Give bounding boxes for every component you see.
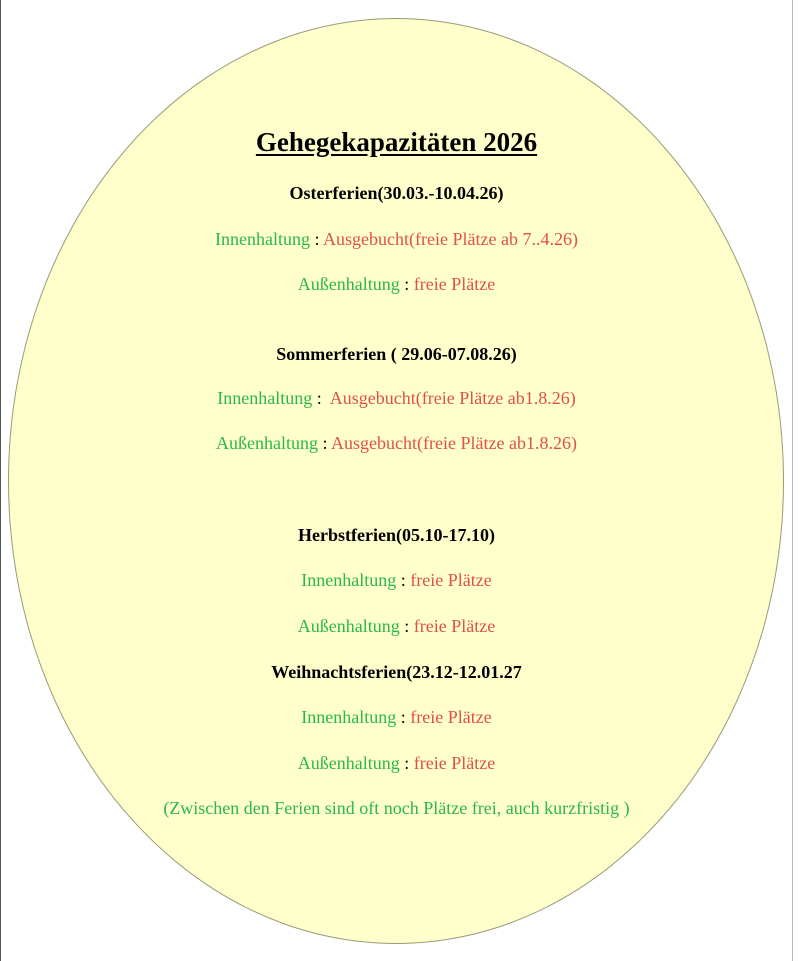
section-heading-herbstferien: Herbstferien(05.10-17.10) bbox=[298, 525, 495, 545]
row-label: Innenhaltung bbox=[217, 388, 313, 408]
row-label: Außenhaltung bbox=[216, 433, 319, 453]
row-separator: : bbox=[318, 433, 332, 453]
row-status: freie Plätze bbox=[413, 753, 496, 773]
row-osterferien-innenhaltung bbox=[0, 228, 793, 250]
row-status: Ausgebucht(freie Plätze ab1.8.26) bbox=[331, 433, 577, 453]
row-separator: : bbox=[310, 229, 324, 249]
row-status: freie Plätze bbox=[410, 570, 492, 590]
row-osterferien-aussenhaltung bbox=[0, 273, 793, 295]
row-separator: : bbox=[399, 274, 414, 294]
row-label: Außenhaltung bbox=[297, 274, 400, 294]
row-separator: : bbox=[399, 616, 414, 636]
row-sommerferien-aussenhaltung bbox=[0, 432, 793, 454]
row-weihnachtsferien-innenhaltung bbox=[0, 706, 793, 728]
row-status: freie Plätze bbox=[413, 616, 496, 636]
page-title: Gehegekapazitäten 2026 bbox=[255, 127, 538, 157]
row-label: Außenhaltung bbox=[297, 616, 400, 636]
row-label: Außenhaltung bbox=[297, 753, 400, 773]
row-label: Innenhaltung bbox=[301, 570, 397, 590]
footnote: (Zwischen den Ferien sind oft noch Plätze frei, auch kurzfristig ) bbox=[163, 798, 630, 818]
row-separator: : bbox=[399, 753, 414, 773]
row-label: Innenhaltung bbox=[301, 707, 397, 727]
row-status: Ausgebucht(freie Plätze ab1.8.26) bbox=[329, 388, 576, 408]
section-heading-weihnachtsferien: Weihnachtsferien(23.12-12.01.27 bbox=[271, 662, 522, 682]
row-status: Ausgebucht(freie Plätze ab 7..4.26) bbox=[323, 229, 578, 249]
row-status: freie Plätze bbox=[413, 274, 496, 294]
row-label: Innenhaltung bbox=[215, 229, 311, 249]
row-herbstferien-aussenhaltung bbox=[0, 615, 793, 637]
row-separator: : bbox=[396, 570, 411, 590]
row-weihnachtsferien-aussenhaltung bbox=[0, 752, 793, 774]
row-sommerferien-innenhaltung bbox=[0, 387, 793, 409]
row-separator: : bbox=[312, 388, 330, 408]
section-heading-sommerferien: Sommerferien ( 29.06-07.08.26) bbox=[276, 344, 517, 364]
section-heading-osterferien: Osterferien(30.03.-10.04.26) bbox=[289, 183, 504, 203]
row-status: freie Plätze bbox=[410, 707, 492, 727]
row-herbstferien-innenhaltung bbox=[0, 569, 793, 591]
row-separator: : bbox=[396, 707, 411, 727]
